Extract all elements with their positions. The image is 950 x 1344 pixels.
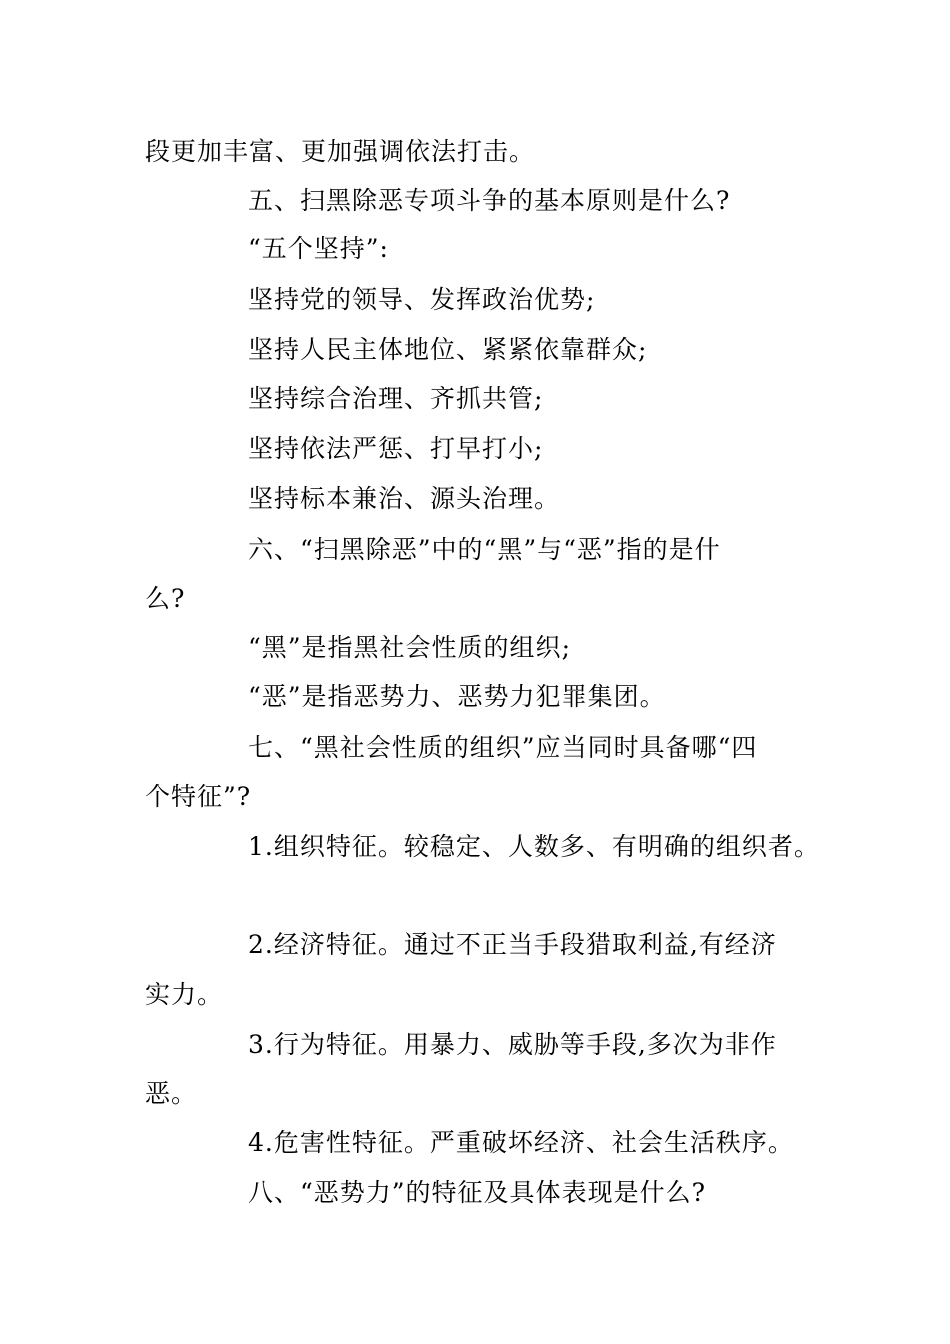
section-heading-continued: 个特征”? (145, 782, 252, 811)
list-item-continued: 恶。 (145, 1079, 198, 1108)
list-item: 坚持标本兼治、源头治理。 (248, 484, 561, 513)
list-item: 1.组织特征。较稳定、人数多、有明确的组织者。 (248, 832, 820, 861)
list-item: 2.经济特征。通过不正当手段猎取利益,有经济 (248, 930, 777, 959)
list-item: 坚持依法严惩、打早打小; (248, 434, 544, 463)
section-heading: 五、扫黑除恶专项斗争的基本原则是什么? (248, 186, 731, 215)
text-line: 段更加丰富、更加强调依法打击。 (145, 137, 536, 166)
section-heading-continued: 么? (145, 584, 186, 613)
section-heading: 六、“扫黑除恶”中的“黑”与“恶”指的是什 (248, 535, 721, 564)
text-line: “恶”是指恶势力、恶势力犯罪集团。 (248, 682, 666, 711)
text-line: “五个坚持”: (248, 234, 389, 263)
list-item: 坚持人民主体地位、紧紧依靠群众; (248, 335, 648, 364)
list-item: 4.危害性特征。严重破坏经济、社会生活秩序。 (248, 1128, 794, 1157)
list-item-continued: 实力。 (145, 980, 224, 1009)
section-heading: 八、“恶势力”的特征及具体表现是什么? (248, 1178, 706, 1207)
list-item: 3.行为特征。用暴力、威胁等手段,多次为非作 (248, 1030, 777, 1059)
list-item: 坚持综合治理、齐抓共管; (248, 384, 544, 413)
text-line: “黑”是指黑社会性质的组织; (248, 633, 571, 662)
list-item: 坚持党的领导、发挥政治优势; (248, 285, 596, 314)
section-heading: 七、“黑社会性质的组织”应当同时具备哪“四 (248, 733, 758, 762)
